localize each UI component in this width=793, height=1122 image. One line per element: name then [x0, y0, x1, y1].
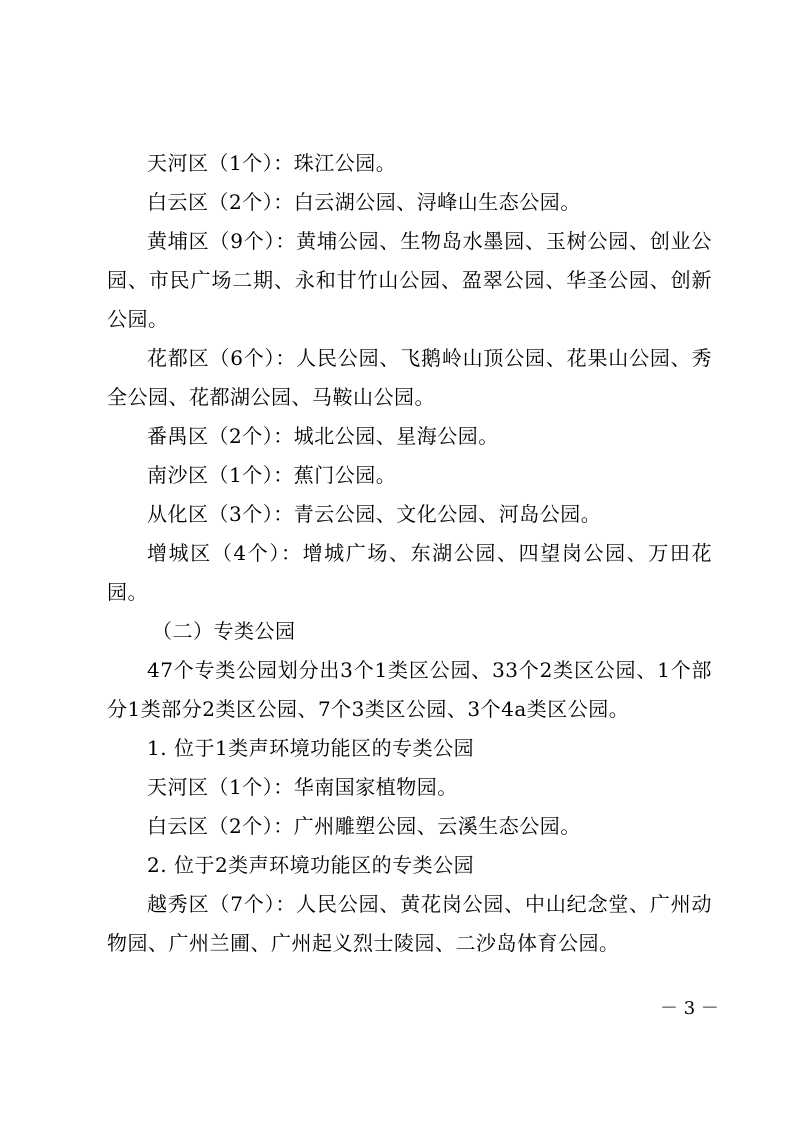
paragraph-conghua: 从化区（3个）：青云公园、文化公园、河岛公园。 — [147, 502, 602, 526]
paragraph-yuexiu: 越秀区（7个）：人民公园、黄花岗公园、中山纪念堂、广州动物园、广州兰圃、广州起义烈士陵园、二沙岛体育公园。 — [107, 892, 712, 955]
page-number: － 3 － — [660, 998, 719, 1019]
paragraph-tianhe-1: 天河区（1个）：珠江公园。 — [147, 151, 397, 175]
paragraph-huadu: 花都区（6个）：人民公园、飞鹅岭山顶公园、花果山公园、秀全公园、花都湖公园、马鞍山公园。 — [107, 346, 712, 409]
document-body — [107, 144, 712, 963]
paragraph-baiyun-1: 白云区（2个）：白云湖公园、浔峰山生态公园。 — [147, 190, 581, 214]
subheading-class-2: 2. 位于2类声环境功能区的专类公园 — [147, 853, 475, 877]
paragraph-huangpu: 黄埔区（9个）：黄埔公园、生物岛水墨园、玉树公园、创业公园、市民广场二期、永和甘竹山公园、盈翠公园、华圣公园、创新公园。 — [107, 229, 712, 331]
paragraph-panyu: 番禺区（2个）：城北公园、星海公园。 — [147, 424, 499, 448]
subheading-class-1: 1. 位于1类声环境功能区的专类公园 — [147, 736, 475, 760]
paragraph-tianhe-2: 天河区（1个）：华南国家植物园。 — [147, 775, 458, 799]
paragraph-special-parks-summary: 47个专类公园划分出3个1类区公园、33个2类区公园、1个部分1类部分2类区公园、7个3类区公园、3个4a类区公园。 — [107, 658, 712, 721]
section-heading-special-parks: （二）专类公园 — [152, 619, 296, 643]
paragraph-nansha: 南沙区（1个）：蕉门公园。 — [147, 463, 397, 487]
paragraph-baiyun-2: 白云区（2个）：广州雕塑公园、云溪生态公园。 — [147, 814, 581, 838]
paragraph-zengcheng: 增城区（4个）：增城广场、东湖公园、四望岗公园、万田花园。 — [107, 541, 712, 604]
